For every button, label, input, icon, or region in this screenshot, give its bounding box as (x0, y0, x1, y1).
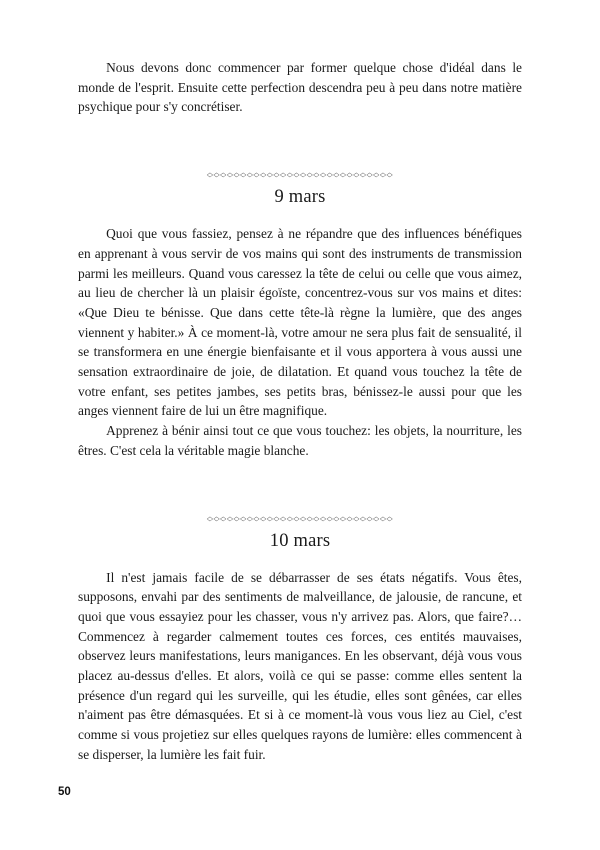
ornament-icon: ◇◇◇◇◇◇◇◇◇◇◇◇◇◇◇◇◇◇◇◇◇◇◇◇◇◇◇◇ (206, 171, 394, 179)
paragraph: Apprenez à bénir ainsi tout ce que vous touchez: les objets, la nourriture, les êtres. C'est cela la véritable magie blanche. (78, 423, 522, 458)
paragraph: Il n'est jamais facile de se débarrasser de ses états négatifs. Vous êtes, supposons, envahi par des sentiments de malveillance, de jalousie, de rancune, et quoi que vous essayiez pour les chasser, vous n'y arrivez pas. Alors, que faire?… Commencez à regarder calmement toutes ces forces, ces entités mauvaises, observez leurs manifestations, leurs manigances. En les observant, déjà vous vous placez au-dessus d'elles. Et alors, voilà ce qui se passe: comme elles sentent la présence d'un regard qui les surveille, qui les étudie, elles sont gênées, car elles n'aiment pas être démasquées. Et si à ce moment-là vous vous liez au Ciel, c'est comme si vous projetiez sur elles quelques rayons de lumière: elles commencent à se disperser, la lumière les fait fuir. (78, 569, 522, 762)
section-divider-2 (78, 509, 522, 523)
section-heading-2: 10 mars (269, 530, 331, 551)
page-number: 50 (58, 786, 71, 798)
ornament-icon: ◇◇◇◇◇◇◇◇◇◇◇◇◇◇◇◇◇◇◇◇◇◇◇◇◇◇◇◇ (206, 514, 394, 522)
intro-block (78, 58, 522, 117)
spacer (78, 117, 522, 139)
section-body-2 (78, 568, 522, 765)
section-heading-1: 9 mars (274, 187, 326, 208)
spacer (78, 461, 522, 483)
section-divider-1 (78, 165, 522, 179)
section-body-1 (78, 224, 522, 460)
paragraph: Nous devons donc commencer par former quelque chose d'idéal dans le monde de l'esprit. Ensuite cette perfection descendra peu à peu dans notre matière psychique pour s'y concrétiser. (78, 60, 522, 115)
paragraph: Quoi que vous fassiez, pensez à ne répandre que des influences bénéfiques en apprenant à vous servir de vos mains qui sont des instruments de transmission parmi les meilleurs. Quand vous caressez la tête de celui ou celle que vous aimez, au lieu de chercher là un plaisir égoïste, concentrez-vous sur vos mains et dites: «Que Dieu te bénisse. Que dans cette tête-là règne la lumière, que des anges viennent y habiter.» À ce moment-là, votre amour ne sera plus fait de sensualité, il se transformera en une énergie bienfaisante et il vous apportera à vous aussi une sensation extraordinaire de joie, de dilatation. Et quand vous touchez la tête de votre enfant, ses petites jambes, ses petits bras, bénissez-le aussi pour que les anges viennent faire de lui un être magnifique. (78, 226, 522, 419)
